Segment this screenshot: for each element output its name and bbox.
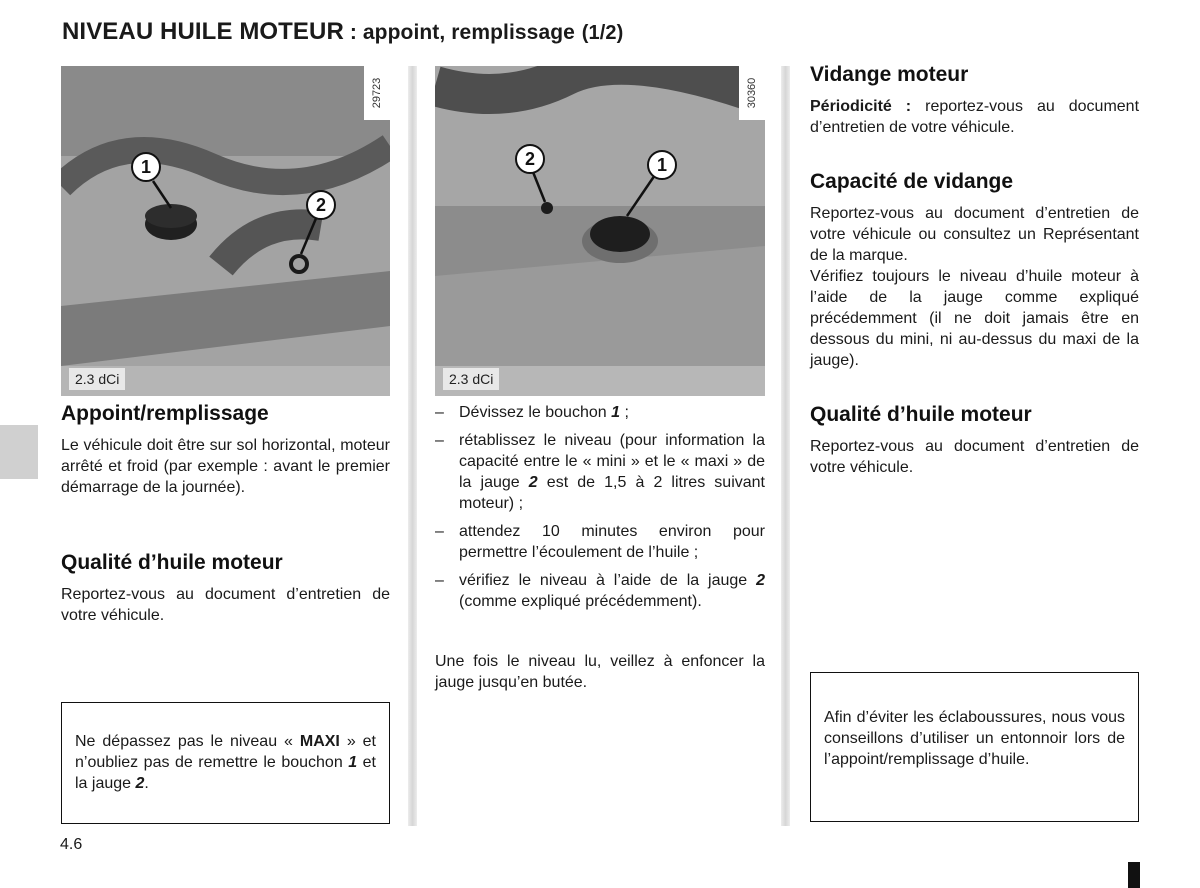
capacite-heading: Capacité de vidange (810, 170, 1014, 193)
callout-2: 2 (515, 144, 545, 174)
figure-code: 30360 (739, 66, 765, 120)
step-item: – rétablissez le niveau (pour information la capacité entre le « mini » et le « maxi » de la jauge 2 est de 1,5 à 2 litres suivant moteur) ; (435, 432, 765, 512)
callout-1: 1 (647, 150, 677, 180)
vidange-heading: Vidange moteur (810, 63, 969, 86)
note-box: Afin d’éviter les éclaboussures, nous vous conseillons d’utiliser un entonnoir lors de l’appoint/remplissage d’huile. (810, 672, 1139, 822)
engine-photo-1 (61, 66, 390, 396)
appoint-paragraph: Le véhicule doit être sur sol horizontal, moteur arrêté et froid (par exemple : avant le premier démarrage de la journée). (61, 437, 390, 496)
figure-code: 29723 (364, 66, 390, 120)
step-item: – vérifiez le niveau à l’aide de la jauge 2 (comme expliqué précédemment). (435, 572, 765, 610)
column-separator-left (408, 66, 417, 826)
qualite-heading-left: Qualité d’huile moteur (61, 551, 283, 574)
qualite-paragraph-left: Reportez-vous au document d’entretien de votre véhicule. (61, 586, 390, 624)
maxi-emphasis: MAXI (299, 733, 340, 750)
warning-box: Ne dépassez pas le niveau « MAXI » et n’oubliez pas de remettre le bouchon 1 et la jauge 2. (61, 702, 390, 824)
page-number: 4.6 (60, 836, 83, 853)
title-page-indicator: (1/2) (581, 22, 624, 44)
engine-illustration-2 (435, 66, 765, 396)
title-sub: : appoint, remplissage (343, 21, 575, 44)
appoint-text (61, 435, 390, 498)
step-item: – attendez 10 minutes environ pour permettre l’écoulement de l’huile ; (435, 523, 765, 561)
engine-photo-2 (435, 66, 765, 396)
qualite-heading-right: Qualité d’huile moteur (810, 403, 1032, 426)
step-item: – Dévissez le bouchon 1 ; (435, 404, 629, 421)
appoint-heading: Appoint/remplissage (61, 402, 269, 425)
procedure-steps (435, 402, 765, 619)
engine-label: 2.3 dCi (69, 368, 125, 390)
periodicite-label: Périodicité : (810, 98, 912, 115)
capacite-text: Reportez-vous au document d’entretien de votre véhicule ou consultez un Représentant de la marque. Vérifiez toujours le niveau d’huile moteur à l’aide de la jauge comme expliqué précédemment (il ne doit jamais être en dessous du mini, ni au-dessus du maxi de la jauge). (810, 205, 1139, 369)
title-main: NIVEAU HUILE MOTEUR (62, 18, 344, 45)
page-edge-marker (1128, 862, 1140, 888)
qualite-text-right: Reportez-vous au document d’entretien de votre véhicule. (810, 438, 1139, 476)
periodicite-text: Périodicité : reportez-vous au document d’entretien de votre véhicule. (810, 98, 1140, 136)
qualite-text-left (61, 584, 390, 626)
engine-illustration-1 (61, 66, 390, 396)
after-note: Une fois le niveau lu, veillez à enfoncer la jauge jusqu’en butée. (435, 653, 765, 691)
callout-1: 1 (131, 152, 161, 182)
column-separator-right (781, 66, 790, 826)
chapter-tab (0, 425, 38, 479)
page-title (62, 18, 623, 46)
engine-label: 2.3 dCi (443, 368, 499, 390)
callout-2: 2 (306, 190, 336, 220)
